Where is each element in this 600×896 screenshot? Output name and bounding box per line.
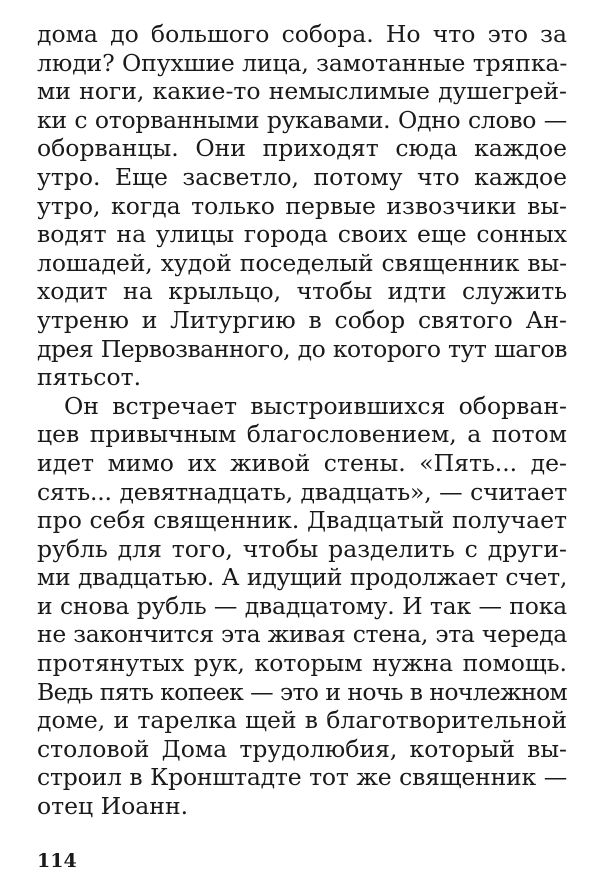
body-text [37,20,567,821]
text-line: идет мимо их живой стены. «Пять... де- [37,448,567,477]
text-line: пятьсот. [37,363,142,392]
text-line: ми двадцатью. А идущий продолжает счет, [37,563,567,592]
text-line: люди? Опухшие лица, замотанные тряпка- [37,48,568,77]
text-line: водят на улицы города своих еще сонных [37,220,567,249]
text-line: цев привычным благословением, а потом [37,420,567,449]
text-line: протянутых рук, которым нужна помощь. [37,649,567,678]
text-line: утреню и Литургию в собор святого Ан- [37,305,567,334]
text-line: Он встречает выстроившихся оборван- [64,391,567,420]
text-line: утро. Еще засветло, потому что каждое [37,162,567,191]
text-line: доме, и тарелка щей в благотворительной [37,706,567,735]
text-line: строил в Кронштадте тот же священник — [37,763,567,792]
text-line: дрея Первозванного, до которого тут шагов [37,334,567,363]
text-line: ми ноги, какие-то немыслимые душегрей- [37,77,567,106]
text-line: про себя священник. Двадцатый получает [37,506,567,535]
text-line: столовой Дома трудолюбия, который вы- [37,734,567,763]
text-line: утро, когда только первые извозчики вы- [37,191,567,220]
text-line: оборванцы. Они приходят сюда каждое [37,134,567,163]
text-line: рубль для того, чтобы разделить с други- [37,534,567,563]
text-line: лошадей, худой поседелый священник вы- [37,248,567,277]
text-line: отец Иоанн. [37,792,189,821]
text-line: не закончится эта живая стена, эта череда [37,620,567,649]
text-line: ки с оторванными рукавами. Одно слово — [37,105,567,134]
page-number: 114 [37,850,77,872]
text-line: и снова рубль — двадцатому. И так — пока [37,591,567,620]
text-line: Ведь пять копеек — это и ночь в ночлежном [37,677,567,706]
text-line: ходит на крыльцо, чтобы идти служить [37,277,567,306]
text-line: дома до большого собора. Но что это за [37,20,567,48]
text-line: сять... девятнадцать, двадцать», — считает [37,477,567,506]
